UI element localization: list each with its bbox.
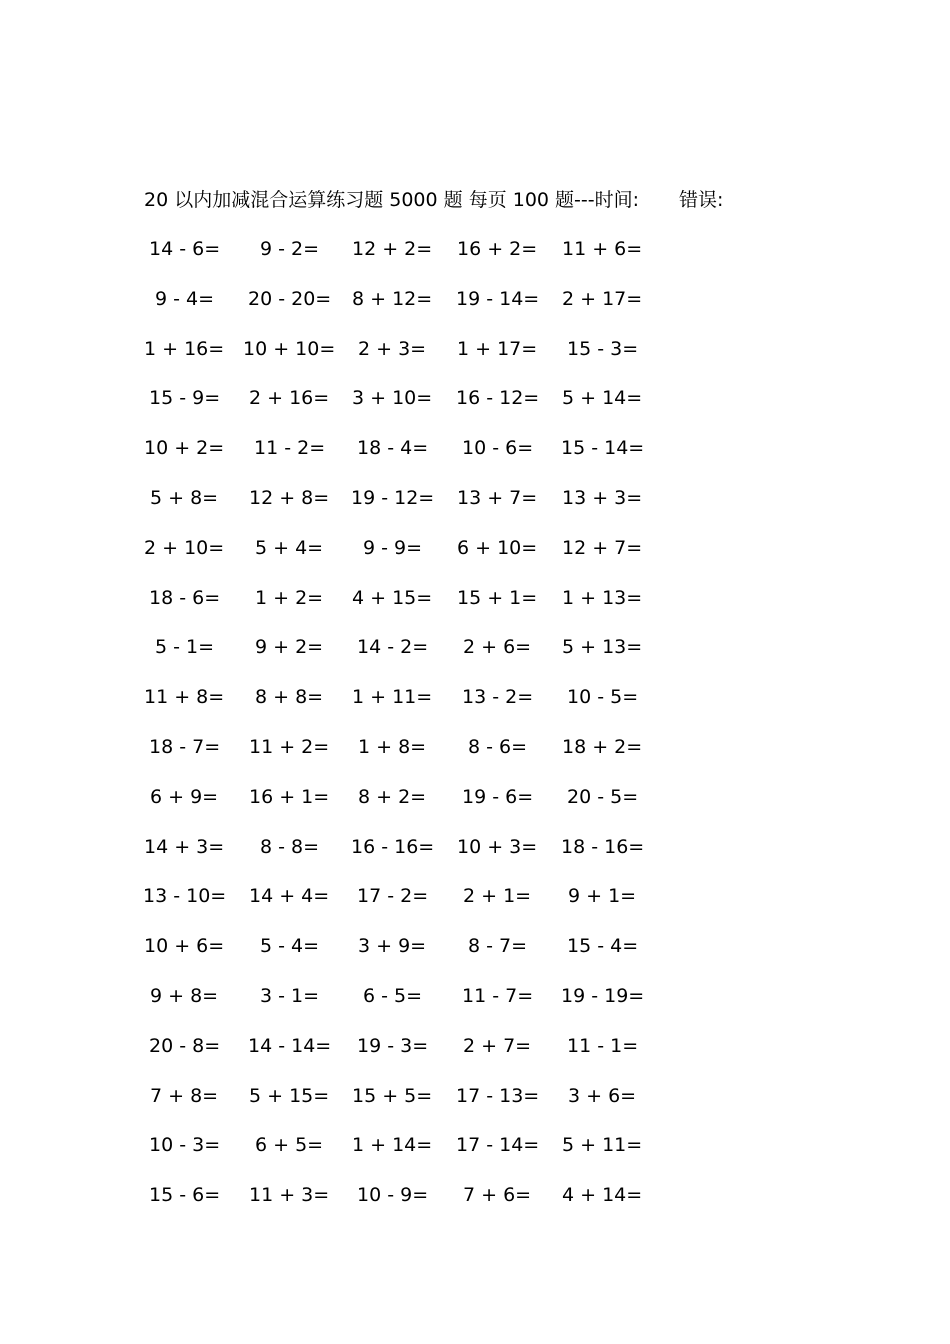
math-problem: 1 + 14= — [352, 1134, 433, 1156]
math-problem: 7 + 6= — [463, 1184, 532, 1206]
math-problem: 6 + 10= — [457, 537, 538, 559]
math-problem: 11 + 2= — [249, 736, 330, 758]
math-problem: 9 - 4= — [155, 288, 215, 310]
math-problem: 19 - 14= — [456, 288, 540, 310]
math-problem: 2 + 17= — [562, 288, 643, 310]
worksheet-title: 20 以内加减混合运算练习题 5000 题 每页 100 题---时间: — [144, 189, 640, 211]
math-problem: 15 - 14= — [561, 437, 645, 459]
math-problem: 18 + 2= — [562, 736, 643, 758]
math-problem: 4 + 15= — [352, 587, 433, 609]
math-problem: 18 - 7= — [149, 736, 221, 758]
math-problem: 10 + 10= — [243, 338, 336, 360]
math-problem: 7 + 8= — [150, 1085, 219, 1107]
math-problem: 10 - 3= — [149, 1134, 221, 1156]
math-problem: 5 + 15= — [249, 1085, 330, 1107]
math-problem: 13 - 10= — [143, 885, 227, 907]
math-problem: 2 + 1= — [463, 885, 532, 907]
worksheet-header — [144, 186, 723, 214]
math-problem: 5 + 13= — [562, 636, 643, 658]
math-problem: 14 - 6= — [149, 238, 221, 260]
math-problem: 11 + 8= — [144, 686, 225, 708]
math-problem: 2 + 16= — [249, 387, 330, 409]
math-problem: 8 + 12= — [352, 288, 433, 310]
math-problem: 1 + 13= — [562, 587, 643, 609]
math-problem: 1 + 17= — [457, 338, 538, 360]
math-problem: 5 + 11= — [562, 1134, 643, 1156]
math-problem: 17 - 13= — [456, 1085, 540, 1107]
math-problem: 8 + 2= — [358, 786, 427, 808]
math-problem: 11 + 3= — [249, 1184, 330, 1206]
math-problem: 11 - 7= — [462, 985, 534, 1007]
math-problem: 14 + 4= — [249, 885, 330, 907]
math-problem: 13 - 2= — [462, 686, 534, 708]
math-problem: 18 - 4= — [357, 437, 429, 459]
math-problem: 10 - 6= — [462, 437, 534, 459]
math-problem: 1 + 11= — [352, 686, 433, 708]
math-problem: 3 + 6= — [568, 1085, 637, 1107]
math-problem: 20 - 20= — [248, 288, 332, 310]
math-problem: 12 + 7= — [562, 537, 643, 559]
math-problem: 5 + 4= — [255, 537, 324, 559]
errors-label: 错误: — [679, 189, 724, 211]
math-problem: 16 - 12= — [456, 387, 540, 409]
math-problem: 19 - 19= — [561, 985, 645, 1007]
math-problem: 10 - 9= — [357, 1184, 429, 1206]
math-problem: 10 + 6= — [144, 935, 225, 957]
math-problem: 15 - 6= — [149, 1184, 221, 1206]
math-problem: 3 + 9= — [358, 935, 427, 957]
math-problem: 8 - 8= — [260, 836, 320, 858]
math-problem: 2 + 6= — [463, 636, 532, 658]
math-problem: 6 - 5= — [363, 985, 423, 1007]
math-problem: 2 + 10= — [144, 537, 225, 559]
math-problem: 3 - 1= — [260, 985, 320, 1007]
math-problem: 15 + 5= — [352, 1085, 433, 1107]
math-problem: 8 - 6= — [468, 736, 528, 758]
math-problem: 10 + 3= — [457, 836, 538, 858]
math-problem: 9 + 1= — [568, 885, 637, 907]
math-problem: 16 + 2= — [457, 238, 538, 260]
math-problem: 20 - 8= — [149, 1035, 221, 1057]
math-problem: 9 - 9= — [363, 537, 423, 559]
math-problem: 15 + 1= — [457, 587, 538, 609]
math-problem: 10 - 5= — [567, 686, 639, 708]
math-problem: 13 + 3= — [562, 487, 643, 509]
math-problem: 15 - 4= — [567, 935, 639, 957]
math-problem: 15 - 9= — [149, 387, 221, 409]
math-problem: 5 + 14= — [562, 387, 643, 409]
math-problem: 5 + 8= — [150, 487, 219, 509]
math-problem: 18 - 16= — [561, 836, 645, 858]
math-problem: 19 - 6= — [462, 786, 534, 808]
math-problem: 18 - 6= — [149, 587, 221, 609]
math-problem: 8 + 8= — [255, 686, 324, 708]
math-problem: 12 + 8= — [249, 487, 330, 509]
math-problem: 1 + 16= — [144, 338, 225, 360]
math-problem: 10 + 2= — [144, 437, 225, 459]
math-problem: 6 + 5= — [255, 1134, 324, 1156]
math-problem: 17 - 14= — [456, 1134, 540, 1156]
math-problem: 9 + 2= — [255, 636, 324, 658]
math-problem: 15 - 3= — [567, 338, 639, 360]
math-problem: 16 + 1= — [249, 786, 330, 808]
math-problem: 20 - 5= — [567, 786, 639, 808]
math-problem: 5 - 4= — [260, 935, 320, 957]
math-problem: 3 + 10= — [352, 387, 433, 409]
math-problem: 11 - 2= — [254, 437, 326, 459]
math-problem: 14 + 3= — [144, 836, 225, 858]
math-problem: 14 - 2= — [357, 636, 429, 658]
math-problem: 11 - 1= — [567, 1035, 639, 1057]
math-problem: 8 - 7= — [468, 935, 528, 957]
math-problem: 2 + 3= — [358, 338, 427, 360]
math-problem: 6 + 9= — [150, 786, 219, 808]
math-problem: 14 - 14= — [248, 1035, 332, 1057]
math-problem: 16 - 16= — [351, 836, 435, 858]
math-problem: 2 + 7= — [463, 1035, 532, 1057]
math-problem: 13 + 7= — [457, 487, 538, 509]
math-problem: 9 - 2= — [260, 238, 320, 260]
math-problem: 1 + 2= — [255, 587, 324, 609]
math-problem: 5 - 1= — [155, 636, 215, 658]
math-problem: 1 + 8= — [358, 736, 427, 758]
math-problem: 11 + 6= — [562, 238, 643, 260]
math-problem: 19 - 3= — [357, 1035, 429, 1057]
math-problem: 12 + 2= — [352, 238, 433, 260]
math-problem: 9 + 8= — [150, 985, 219, 1007]
math-problem: 17 - 2= — [357, 885, 429, 907]
math-problem: 19 - 12= — [351, 487, 435, 509]
math-problem: 4 + 14= — [562, 1184, 643, 1206]
